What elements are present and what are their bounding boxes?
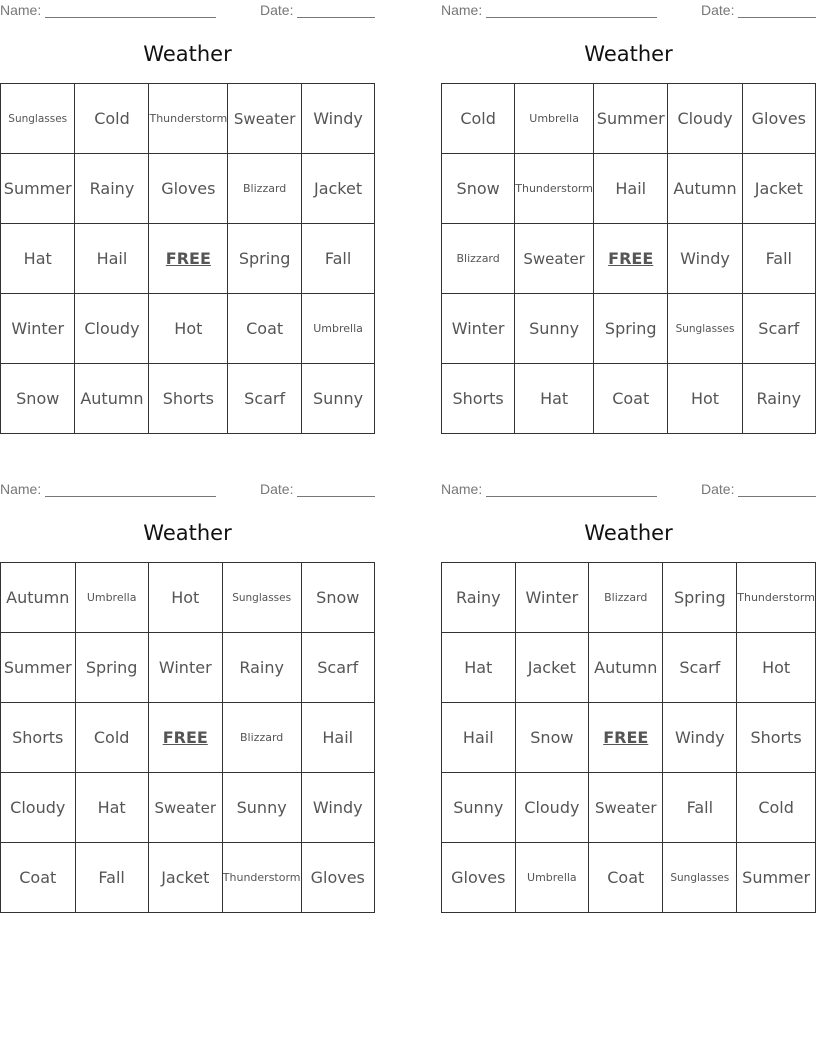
grid-cell: Sunny — [515, 294, 594, 364]
grid-cell: Windy — [668, 224, 742, 294]
name-line — [486, 482, 657, 497]
grid-row — [442, 843, 816, 913]
grid-cell: Winter — [515, 563, 589, 633]
grid-cell: Shorts — [442, 364, 515, 434]
bingo-card — [441, 479, 816, 914]
grid-cell: Coat — [228, 294, 302, 364]
grid-cell: Blizzard — [228, 154, 302, 224]
grid-cell: Coat — [593, 364, 667, 434]
grid-cell: Sunny — [222, 773, 301, 843]
grid-cell: Rainy — [75, 154, 149, 224]
date-line — [738, 3, 816, 18]
grid-row — [442, 224, 816, 294]
date-label: Date: — [260, 481, 294, 497]
grid-cell: Spring — [593, 294, 667, 364]
grid-cell: Snow — [1, 364, 75, 434]
date-line — [297, 3, 375, 18]
date-field — [260, 2, 375, 18]
name-label: Name: — [0, 2, 42, 18]
name-label: Name: — [0, 481, 42, 497]
grid-cell: Hail — [442, 703, 516, 773]
grid-cell: Fall — [742, 224, 815, 294]
grid-cell: Spring — [228, 224, 302, 294]
bingo-grid — [441, 83, 816, 434]
grid-cell: Rainy — [222, 633, 301, 703]
grid-cell: Sunny — [302, 364, 375, 434]
grid-cell: Summer — [737, 843, 816, 913]
bingo-card — [0, 0, 375, 435]
card-title: Weather — [584, 42, 673, 66]
grid-cell: Windy — [302, 84, 375, 154]
free-cell: FREE — [589, 703, 663, 773]
grid-cell: Cold — [75, 703, 148, 773]
grid-row — [1, 364, 375, 434]
date-label: Date: — [260, 2, 294, 18]
grid-cell: Sunglasses — [663, 843, 737, 913]
grid-cell: Shorts — [1, 703, 76, 773]
date-line — [738, 482, 816, 497]
card-header — [441, 2, 816, 20]
grid-cell: Cold — [442, 84, 515, 154]
grid-cell: Blizzard — [222, 703, 301, 773]
date-label: Date: — [701, 2, 735, 18]
grid-cell: Windy — [663, 703, 737, 773]
name-line — [486, 3, 657, 18]
card-title: Weather — [584, 521, 673, 545]
bingo-grid — [0, 562, 375, 913]
name-line — [45, 482, 216, 497]
grid-cell: Gloves — [742, 84, 815, 154]
grid-cell: Scarf — [742, 294, 815, 364]
grid-cell: Umbrella — [515, 843, 589, 913]
grid-row — [442, 84, 816, 154]
grid-cell: Sunny — [442, 773, 516, 843]
grid-row — [442, 364, 816, 434]
grid-cell: Thunderstorm — [149, 84, 228, 154]
date-field — [701, 2, 816, 18]
date-line — [297, 482, 375, 497]
free-cell: FREE — [148, 703, 222, 773]
date-field — [701, 481, 816, 497]
bingo-card — [0, 479, 375, 914]
grid-row — [1, 84, 375, 154]
grid-cell: Sweater — [589, 773, 663, 843]
card-header — [0, 2, 375, 20]
bingo-grid — [441, 562, 816, 913]
grid-cell: Hot — [149, 294, 228, 364]
grid-cell: Scarf — [301, 633, 374, 703]
grid-cell: Coat — [589, 843, 663, 913]
grid-row — [442, 563, 816, 633]
grid-cell: Hat — [75, 773, 148, 843]
grid-cell: Fall — [663, 773, 737, 843]
free-cell: FREE — [593, 224, 667, 294]
grid-cell: Jacket — [515, 633, 589, 703]
grid-cell: Fall — [302, 224, 375, 294]
grid-cell: Gloves — [442, 843, 516, 913]
grid-row — [1, 703, 375, 773]
date-field — [260, 481, 375, 497]
card-title: Weather — [143, 521, 232, 545]
grid-cell: Autumn — [589, 633, 663, 703]
name-field — [0, 2, 216, 18]
grid-cell: Summer — [593, 84, 667, 154]
grid-cell: Cloudy — [1, 773, 76, 843]
grid-cell: Snow — [515, 703, 589, 773]
grid-cell: Fall — [75, 843, 148, 913]
grid-row — [1, 773, 375, 843]
grid-cell: Hot — [668, 364, 742, 434]
grid-cell: Rainy — [442, 563, 516, 633]
grid-cell: Hot — [737, 633, 816, 703]
grid-row — [442, 703, 816, 773]
grid-cell: Hat — [515, 364, 594, 434]
grid-row — [1, 563, 375, 633]
grid-row — [1, 154, 375, 224]
grid-cell: Spring — [663, 563, 737, 633]
grid-cell: Shorts — [149, 364, 228, 434]
grid-cell: Winter — [442, 294, 515, 364]
grid-cell: Hail — [301, 703, 374, 773]
grid-cell: Winter — [1, 294, 75, 364]
grid-cell: Thunderstorm — [515, 154, 594, 224]
grid-cell: Blizzard — [589, 563, 663, 633]
grid-cell: Summer — [1, 154, 75, 224]
grid-cell: Windy — [301, 773, 374, 843]
name-field — [441, 481, 657, 497]
name-label: Name: — [441, 481, 483, 497]
grid-cell: Hail — [593, 154, 667, 224]
name-label: Name: — [441, 2, 483, 18]
grid-row — [1, 633, 375, 703]
grid-cell: Winter — [148, 633, 222, 703]
grid-cell: Rainy — [742, 364, 815, 434]
grid-cell: Hat — [442, 633, 516, 703]
grid-cell: Cold — [75, 84, 149, 154]
grid-cell: Shorts — [737, 703, 816, 773]
grid-cell: Umbrella — [75, 563, 148, 633]
grid-cell: Sweater — [148, 773, 222, 843]
grid-cell: Sweater — [515, 224, 594, 294]
grid-cell: Autumn — [668, 154, 742, 224]
free-cell: FREE — [149, 224, 228, 294]
grid-row — [442, 294, 816, 364]
grid-cell: Gloves — [301, 843, 374, 913]
grid-cell: Blizzard — [442, 224, 515, 294]
grid-cell: Hat — [1, 224, 75, 294]
name-field — [441, 2, 657, 18]
bingo-grid — [0, 83, 375, 434]
grid-row — [1, 224, 375, 294]
grid-row — [442, 154, 816, 224]
grid-row — [442, 773, 816, 843]
grid-cell: Hot — [148, 563, 222, 633]
grid-cell: Cloudy — [75, 294, 149, 364]
grid-row — [1, 843, 375, 913]
grid-cell: Umbrella — [302, 294, 375, 364]
bingo-card — [441, 0, 816, 435]
grid-cell: Jacket — [148, 843, 222, 913]
grid-cell: Umbrella — [515, 84, 594, 154]
grid-cell: Spring — [75, 633, 148, 703]
grid-cell: Snow — [442, 154, 515, 224]
grid-cell: Sunglasses — [222, 563, 301, 633]
grid-cell: Cold — [737, 773, 816, 843]
grid-cell: Thunderstorm — [737, 563, 816, 633]
grid-cell: Autumn — [75, 364, 149, 434]
grid-cell: Gloves — [149, 154, 228, 224]
card-title: Weather — [143, 42, 232, 66]
grid-cell: Scarf — [663, 633, 737, 703]
grid-cell: Jacket — [302, 154, 375, 224]
grid-cell: Thunderstorm — [222, 843, 301, 913]
grid-cell: Snow — [301, 563, 374, 633]
card-header — [0, 481, 375, 499]
grid-cell: Sweater — [228, 84, 302, 154]
name-line — [45, 3, 216, 18]
grid-cell: Cloudy — [515, 773, 589, 843]
grid-cell: Autumn — [1, 563, 76, 633]
grid-cell: Scarf — [228, 364, 302, 434]
name-field — [0, 481, 216, 497]
grid-cell: Hail — [75, 224, 149, 294]
card-header — [441, 481, 816, 499]
date-label: Date: — [701, 481, 735, 497]
grid-row — [442, 633, 816, 703]
grid-cell: Jacket — [742, 154, 815, 224]
grid-cell: Summer — [1, 633, 76, 703]
grid-cell: Sunglasses — [668, 294, 742, 364]
grid-row — [1, 294, 375, 364]
grid-cell: Cloudy — [668, 84, 742, 154]
grid-cell: Coat — [1, 843, 76, 913]
grid-cell: Sunglasses — [1, 84, 75, 154]
